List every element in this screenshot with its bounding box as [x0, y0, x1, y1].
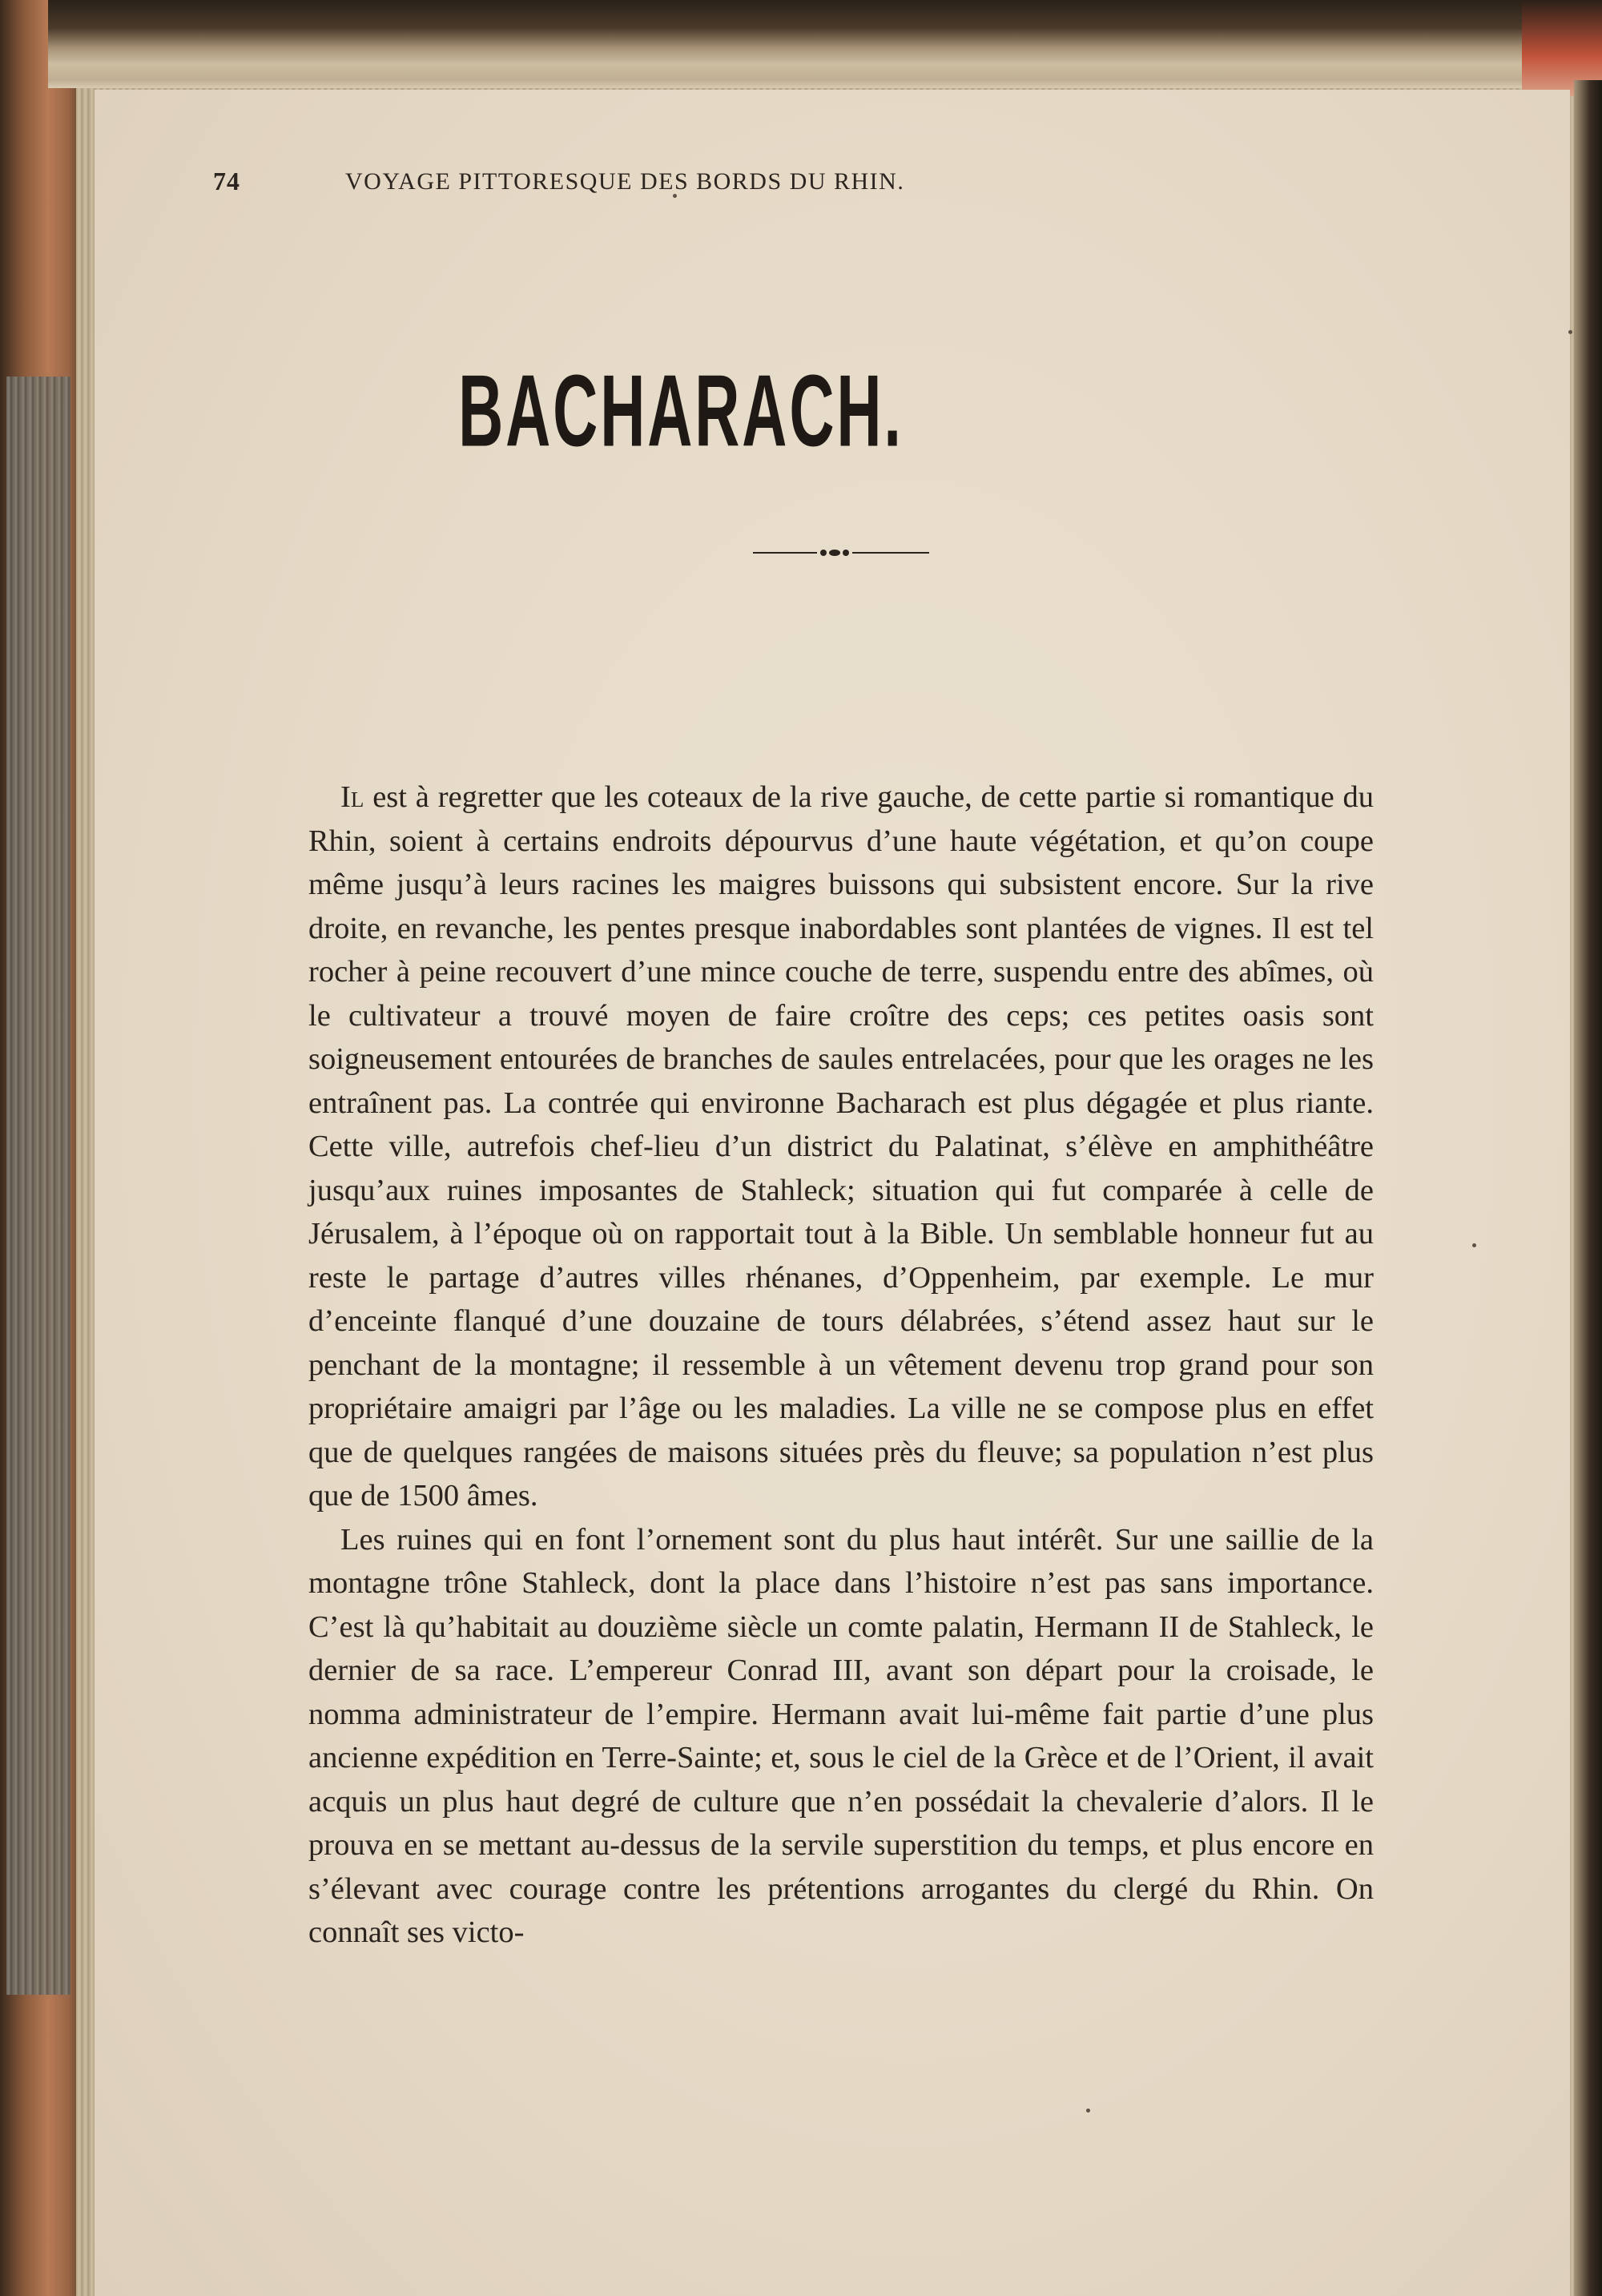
book-top-edge: [48, 0, 1586, 88]
binding-cloth: [6, 377, 70, 1995]
ornament-divider-icon: [753, 545, 929, 561]
paragraph-2: Les ruines qui en font l’ornement sont du plus haut intérêt. Sur une saillie de la montagne trône Stahleck, dont la place dans l’histoire n’est pas sans importance. C’est là qu’habitait au douzième siècle un comte palatin, Hermann II de Stahleck, le dernier de sa race. L’empereur Conrad III, avant son départ pour la croisade, le nomma administrateur de l’empire. Hermann avait lui-même fait partie d’une plus ancienne expédition en Terre-Sainte; et, sous le ciel de la Grèce et de l’Orient, il avait acquis un plus haut degré de culture que n’en possédait la chevalerie d’alors. Il le prouva en se mettant au-dessus de la servile superstition du temps, et plus encore en s’élevant avec courage contre les prétentions arrogantes du clergé du Rhin. On connaît ses victo-: [308, 1522, 1374, 1949]
page-number: 74: [213, 167, 240, 195]
running-header: [213, 167, 1146, 207]
paper-speck: [1472, 1243, 1476, 1247]
running-title: VOYAGE PITTORESQUE DES BORDS DU RHIN.: [345, 168, 905, 195]
paragraph-1: [308, 775, 1374, 1518]
paragraph-lead-word: Il: [340, 780, 364, 814]
paragraph-1-text: est à regretter que les coteaux de la rive gauche, de cette partie si romantique du Rhin, soient à certains endroits dépourvus d’une haute végétation, et qu’on coupe même jusqu’à leurs racines les maigres buissons qui subsistent encore. Sur la rive droite, en revanche, les pentes presque inabordables sont plantées de vignes. Il est tel rocher à peine recouvert d’une mince couche de terre, suspendu entre des abîmes, où le cultivateur a trouvé moyen de faire croître des ceps; ces petites oasis sont soigneusement entourées de branches de saules entrelacées, pour que les orages ne les entraînent pas. La contrée qui environne Bacharach est plus dégagée et plus riante. Cette ville, autrefois chef-lieu d’un district du Palatinat, s’élève en amphithéâtre jusqu’aux ruines imposantes de Stahleck; situation qui fut comparée à celle de Jérusalem, à l’époque où on rapportait tout à la Bible. Un semblable honneur fut au reste le partage d’autres villes rhénanes, d’Oppenheim, par exemple. Le mur d’enceinte flanqué d’une douzaine de tours délabrées, s’étend assez haut sur le penchant de la montagne; il ressemble à un vêtement devenu trop grand pour son propriétaire amaigri par l’âge ou les maladies. La ville ne se compose plus en effet que de quelques rangées de maisons situées près du fleuve; sa population n’est plus que de 1500 âmes.: [308, 780, 1375, 1513]
paper-speck: [1568, 330, 1572, 334]
paper-speck: [1086, 2109, 1090, 2113]
chapter-title: BACHARACH.: [458, 353, 904, 468]
body-text: [308, 775, 1374, 1955]
book-right-edge: [1574, 80, 1602, 2296]
